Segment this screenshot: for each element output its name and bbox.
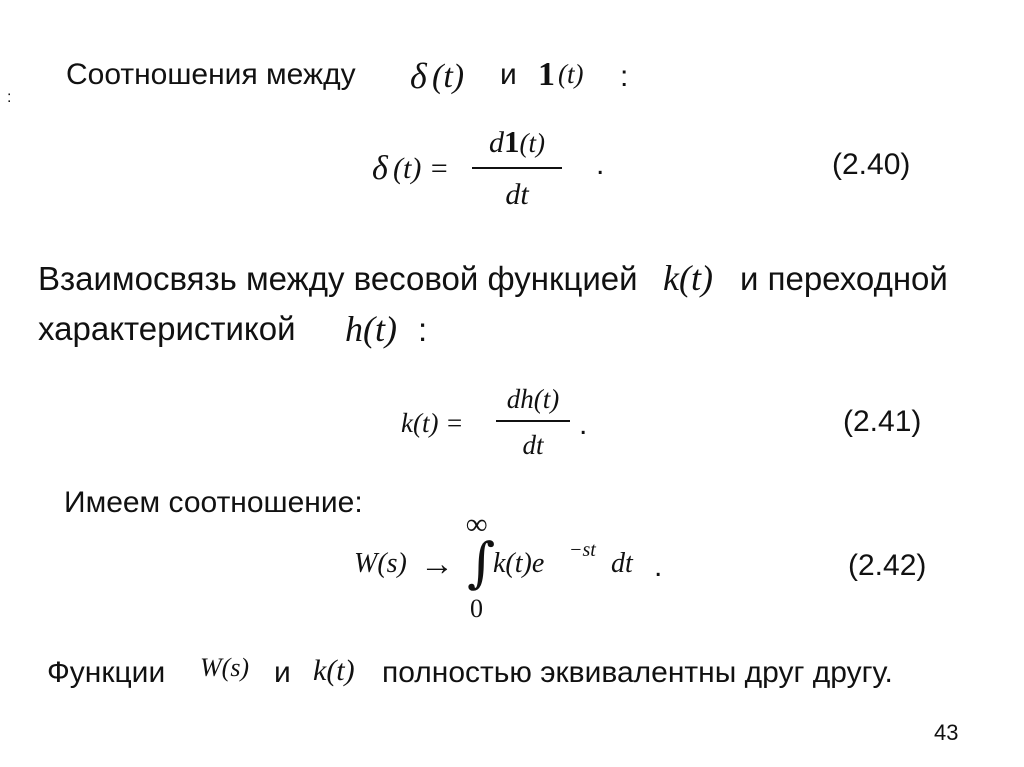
eq242-upper-limit: ∞ [466,508,488,541]
page-number: 43 [934,720,959,745]
weight-function-math-2: k(t) [313,654,355,687]
conjunction-and-2: и [274,656,291,689]
eq240-num-one: 1 [504,124,520,159]
eq241-fraction [492,384,574,468]
transition-function-math: h(t) [345,309,397,349]
unit-step-symbol: 1 [538,56,555,93]
eq240-fraction [468,122,566,218]
eq242-period: . [654,550,663,583]
eq241-denominator: dt [522,430,544,460]
functions-text: Функции [47,656,166,689]
transition-text: и переходной [740,260,948,297]
eq240-num-d: d [489,126,504,159]
eq241-numerator: dh(t) [506,384,560,414]
delta-symbol: δ [410,56,427,96]
eq242-number: (2.42) [848,549,927,582]
eq240-lhs-rest: (t) = [393,152,450,185]
eq242-lower-limit: 0 [470,594,483,623]
line1-colon: : [620,60,629,93]
para2-colon: : [418,311,428,348]
eq241-fraction-bar [496,420,570,422]
eq240-lhs-delta: δ [372,150,388,187]
eq242-dt: dt [611,548,633,579]
eq240-num-rest: (t) [519,128,545,158]
characteristic-text: характеристикой [38,310,296,347]
relation-intro-text: Имеем соотношение: [64,486,363,519]
eq242-lhs: W(s) [354,548,407,579]
eq242-integral-sign: ∫ [467,531,496,594]
intro-relations-text: Соотношения между [66,58,356,91]
equivalence-text: полностью эквивалентны друг другу. [382,656,893,689]
eq240-period: . [596,148,605,181]
weight-function-math: k(t) [663,258,713,298]
eq241-number: (2.41) [843,405,922,438]
eq242-integrand: k(t)e [493,548,545,579]
eq242-exponent: −st [569,539,596,561]
weight-function-text: Взаимосвязь между весовой функцией [38,260,638,297]
slide-marker: : [7,89,12,106]
transfer-function-math: W(s) [200,653,250,682]
eq240-denominator: dt [505,178,529,211]
eq241-lhs: k(t) = [401,408,464,438]
eq240-number: (2.40) [832,148,911,181]
eq240-fraction-bar [472,167,562,169]
eq242-arrow: → [420,546,454,583]
unit-step-argument: (t) [558,59,584,89]
delta-argument: (t) [432,58,465,95]
eq241-period: . [579,408,588,441]
conjunction-and: и [500,58,517,91]
